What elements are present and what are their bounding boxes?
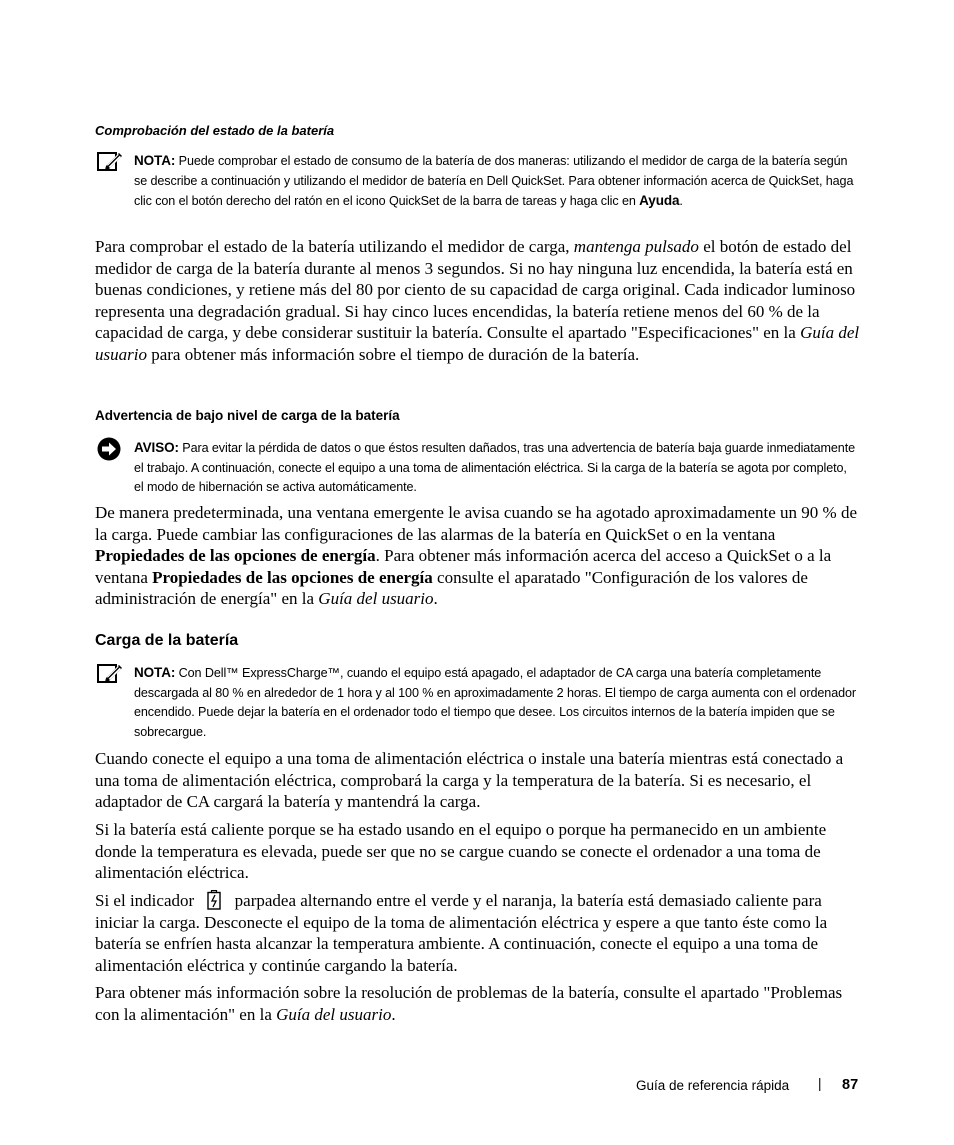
- paragraph-low-battery: [95, 502, 860, 610]
- text: consulte el aparatado "Configuración de los valores de administración de energía" en la: [95, 567, 808, 608]
- bold-text: Propiedades de las opciones de energía: [152, 567, 433, 587]
- text: para obtener más información sobre el tiempo de duración de la batería.: [146, 344, 640, 364]
- footer-separator: |: [818, 1076, 822, 1091]
- text: Para obtener más información sobre la resolución de problemas de la batería, consulte el apartado "Problemas con la alimentación" en la: [95, 983, 843, 1024]
- note-label: NOTA:: [134, 153, 176, 168]
- notice-text: Para evitar la pérdida de datos o que éstos resulten dañados, tras una advertencia de batería baja guarde inmediatamente el trabajo. A continuación, conecte el equipo a una toma de alimentación eléctrica. Si la carga de la batería se agota por completo, el modo de hibernación se activa automáticamente.: [134, 441, 856, 494]
- italic-text: Guía del usuario: [95, 323, 860, 364]
- note-label: NOTA:: [134, 665, 176, 680]
- section-heading-battery-status: Comprobación del estado de la batería: [95, 123, 335, 138]
- pencil-note-icon: [97, 152, 123, 177]
- note-text-end: .: [679, 194, 683, 208]
- text: De manera predeterminada, una ventana emergente le avisa cuando se ha agotado aproximadamente un 90 % de la carga. Puede cambiar las configuraciones de las alarmas de la batería en QuickSet o en la ventana: [95, 503, 857, 544]
- text: el botón de estado del medidor de carga de la batería durante al menos 3 segundos. Si no hay ninguna luz encendida, la batería está en buenas condiciones, y retiene más del 80 por ciento de su capacidad de carga original. Cada indicador luminoso representa una degradación gradual. Si hay cinco luces encendidas, la batería retiene menos del 60 % de la capacidad de carga, y debe considerar sustituir la batería. Consulte el apartado "Especificaciones" en la: [95, 237, 856, 342]
- paragraph-charging-2: Si la batería está caliente porque se ha estado usando en el equipo o porque ha permanecido en un ambiente donde la temperatura es elevada, puede ser que no se cargue cuando se conecte el ordenador a una toma de alimentación eléctrica.: [95, 820, 827, 882]
- paragraph-charging-1: Cuando conecte el equipo a una toma de alimentación eléctrica o instale una batería mientras está conectado a una toma de alimentación eléctrica, comprobará la carga y la temperatura de la batería. Si es necesario, el adaptador de CA cargará la batería y mantendrá la carga.: [95, 749, 844, 811]
- note-text: Puede comprobar el estado de consumo de la batería de dos maneras: utilizando el medidor de carga de la batería según se describe a continuación y utilizando el medidor de batería en Dell QuickSet. Para obtener información acerca de QuickSet, haga clic con el botón derecho del ratón en el icono QuickSet de la barra de tareas y haga clic en: [134, 154, 854, 208]
- note-text: Con Dell™ ExpressCharge™, cuando el equipo está apagado, el adaptador de CA carga una batería completamente descargada al 80 % en alrededor de 1 hora y al 100 % en aproximadamente 2 horas. El tiempo de carga aumenta con el ordenador encendido. Puede dejar la batería en el ordenador todo el tiempo que desee. Los circuitos internos de la batería impiden que se sobrecargue.: [134, 666, 857, 739]
- pencil-note-icon: [97, 664, 123, 689]
- paragraph-battery-status: [95, 236, 860, 365]
- page-number: 87: [842, 1077, 859, 1093]
- notice-arrow-icon: [97, 437, 121, 466]
- footer-title: Guía de referencia rápida: [636, 1078, 790, 1093]
- note-bold-word: Ayuda: [639, 193, 680, 208]
- italic-text: mantenga pulsado: [573, 237, 699, 256]
- note-battery-status: [134, 151, 859, 212]
- paragraph-charging-4: [95, 982, 860, 1025]
- italic-text: Guía del usuario: [276, 1004, 392, 1024]
- text: Si el indicador: [95, 891, 199, 910]
- notice-label: AVISO:: [134, 440, 179, 455]
- section-heading-low-battery: Advertencia de bajo nivel de carga de la batería: [95, 408, 400, 423]
- text: .: [391, 1004, 396, 1024]
- italic-text: Guía del usuario: [318, 589, 434, 608]
- text: Para comprobar el estado de la batería utilizando el medidor de carga,: [95, 237, 574, 256]
- notice-low-battery: [134, 438, 859, 498]
- section-heading-charging: Carga de la batería: [95, 632, 239, 649]
- text: parpadea alternando entre el verde y el naranja, la batería está demasiado caliente para iniciar la carga. Desconecte el equipo de la toma de alimentación eléctrica y espere a que tanto éste como la batería se enfríen hasta alcanzar la temperatura ambiente. A continuación, conecte el equipo a una toma de alimentación eléctrica y continúe cargando la batería.: [95, 891, 828, 975]
- paragraph-charging-3: [95, 890, 860, 976]
- bold-text: Propiedades de las opciones de energía: [95, 546, 376, 565]
- text: .: [433, 589, 438, 608]
- text: . Para obtener más información acerca del acceso a QuickSet o a la ventana: [95, 546, 832, 587]
- note-charging: [134, 663, 859, 742]
- battery-indicator-icon: [198, 890, 230, 908]
